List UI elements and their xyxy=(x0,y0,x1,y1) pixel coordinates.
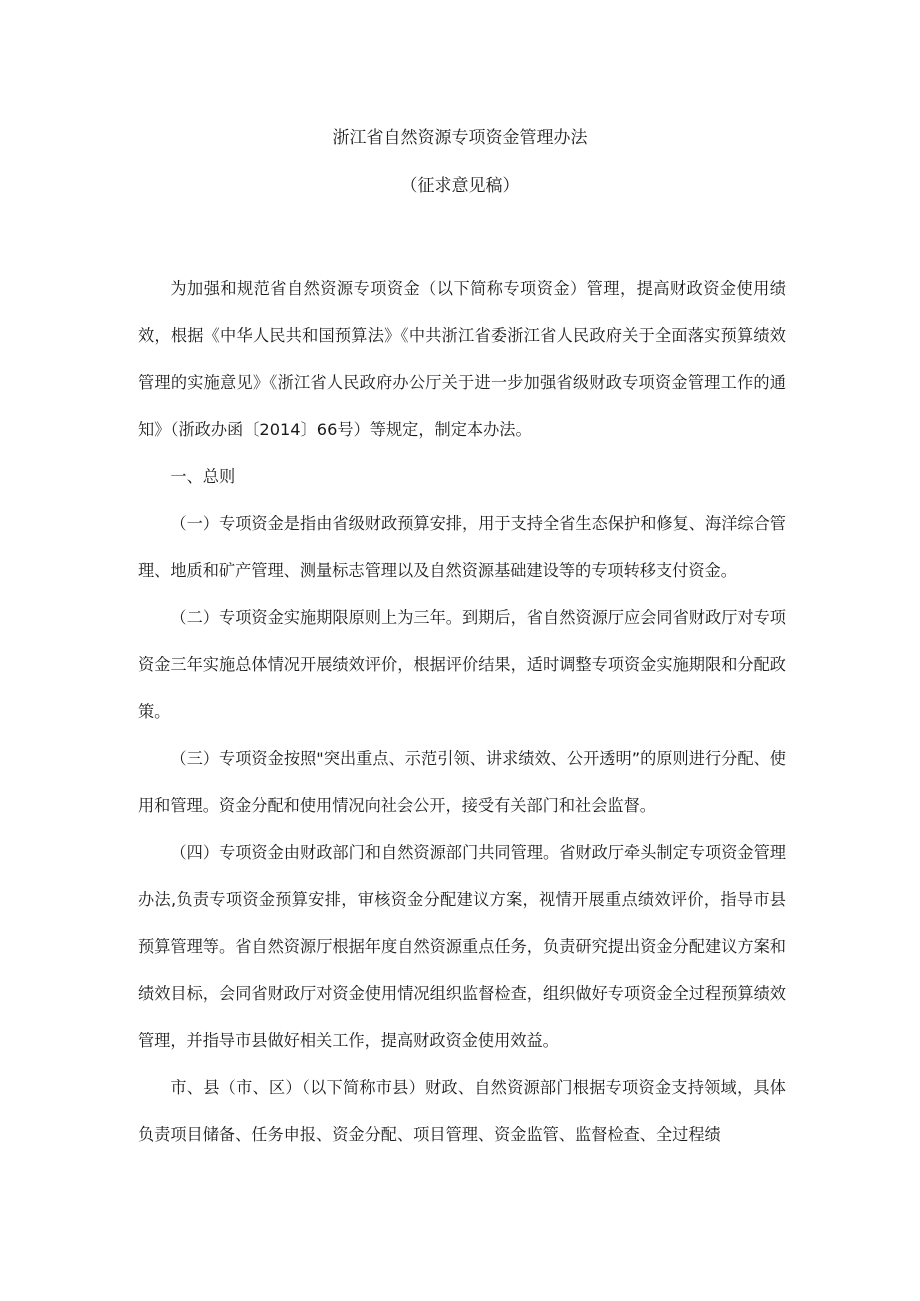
document-subtitle: （征求意见稿） xyxy=(400,176,520,196)
section-heading-general: 一、总则 xyxy=(170,467,236,486)
paragraph-article-2: （二）专项资金实施期限原则上为三年。到期后，省自然资源厅应会同省财政厅对专项资金三年实施总体情况开展绩效评价，根据评价结果，适时调整专项资金实施期限和分配政策。 xyxy=(138,608,786,721)
document-title: 浙江省自然资源专项资金管理办法 xyxy=(332,128,588,148)
paragraph-preamble: 为加强和规范省自然资源专项资金（以下简称专项资金）管理，提高财政资金使用绩效，根据《中华人民共和国预算法》《中共浙江省委浙江省人民政府关于全面落实预算绩效管理的实施意见》《浙江省人民政府办公厅关于进一步加强省级财政专项资金管理工作的通知》（浙政办函〔2014〕66号）等规定，制定本办法。 xyxy=(138,279,786,439)
paragraph-article-4: （四）专项资金由财政部门和自然资源部门共同管理。省财政厅牵头制定专项资金管理办法,负责专项资金预算安排，审核资金分配建议方案，视情开展重点绩效评价，指导市县预算管理等。省自然资源厅根据年度自然资源重点任务，负责研究提出资金分配建议方案和绩效目标，会同省财政厅对资金使用情况组织监督检查，组织做好专项资金全过程预算绩效管理，并指导市县做好相关工作，提高财政资金使用效益。 xyxy=(138,843,786,1050)
document-body xyxy=(138,265,786,1158)
paragraph-local-duties: 市、县（市、区）（以下简称市县）财政、自然资源部门根据专项资金支持领域，具体负责项目储备、任务申报、资金分配、项目管理、资金监管、监督检查、全过程绩 xyxy=(138,1078,786,1144)
paragraph-article-1: （一）专项资金是指由省级财政预算安排，用于支持全省生态保护和修复、海洋综合管理、地质和矿产管理、测量标志管理以及自然资源基础建设等的专项转移支付资金。 xyxy=(138,514,786,580)
paragraph-article-3: （三）专项资金按照"突出重点、示范引领、讲求绩效、公开透明”的原则进行分配、使用和管理。资金分配和使用情况向社会公开，接受有关部门和社会监督。 xyxy=(138,749,786,815)
